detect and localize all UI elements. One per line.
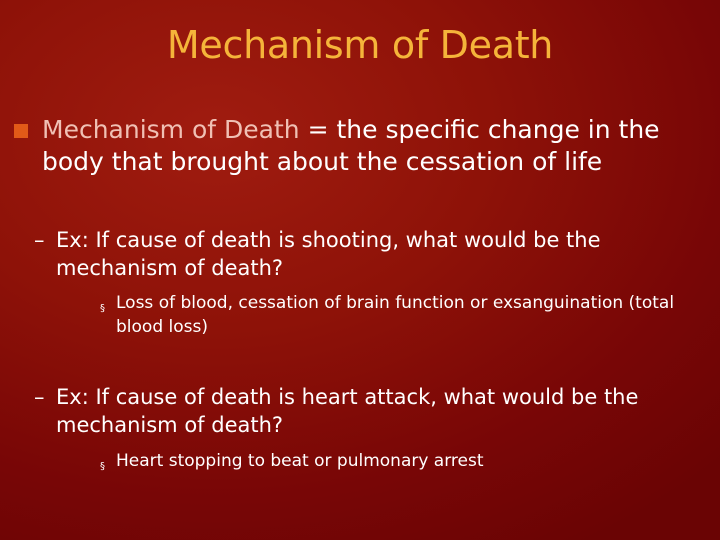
term-mechanism-of-death: Mechanism of Death — [42, 115, 300, 144]
main-bullet-text — [42, 114, 702, 178]
answer-text-1: Loss of blood, cessation of brain function or exsanguination (total blood loss) — [116, 293, 675, 337]
definition-text: = the specific change in the body that brought about the cessation of life — [42, 115, 660, 176]
answer-text-2: Heart stopping to beat or pulmonary arrest — [116, 451, 484, 471]
section-bullet-icon: § — [100, 303, 105, 314]
dash-bullet-icon: – — [34, 228, 45, 252]
dash-bullet-icon: – — [34, 385, 45, 409]
example-question-2: Ex: If cause of death is heart attack, what would be the mechanism of death? — [56, 385, 639, 437]
section-bullet-icon: § — [100, 461, 105, 472]
slide-title: Mechanism of Death — [166, 23, 554, 67]
square-bullet-icon — [14, 124, 28, 138]
example-question-1: Ex: If cause of death is shooting, what would be the mechanism of death? — [56, 228, 601, 280]
